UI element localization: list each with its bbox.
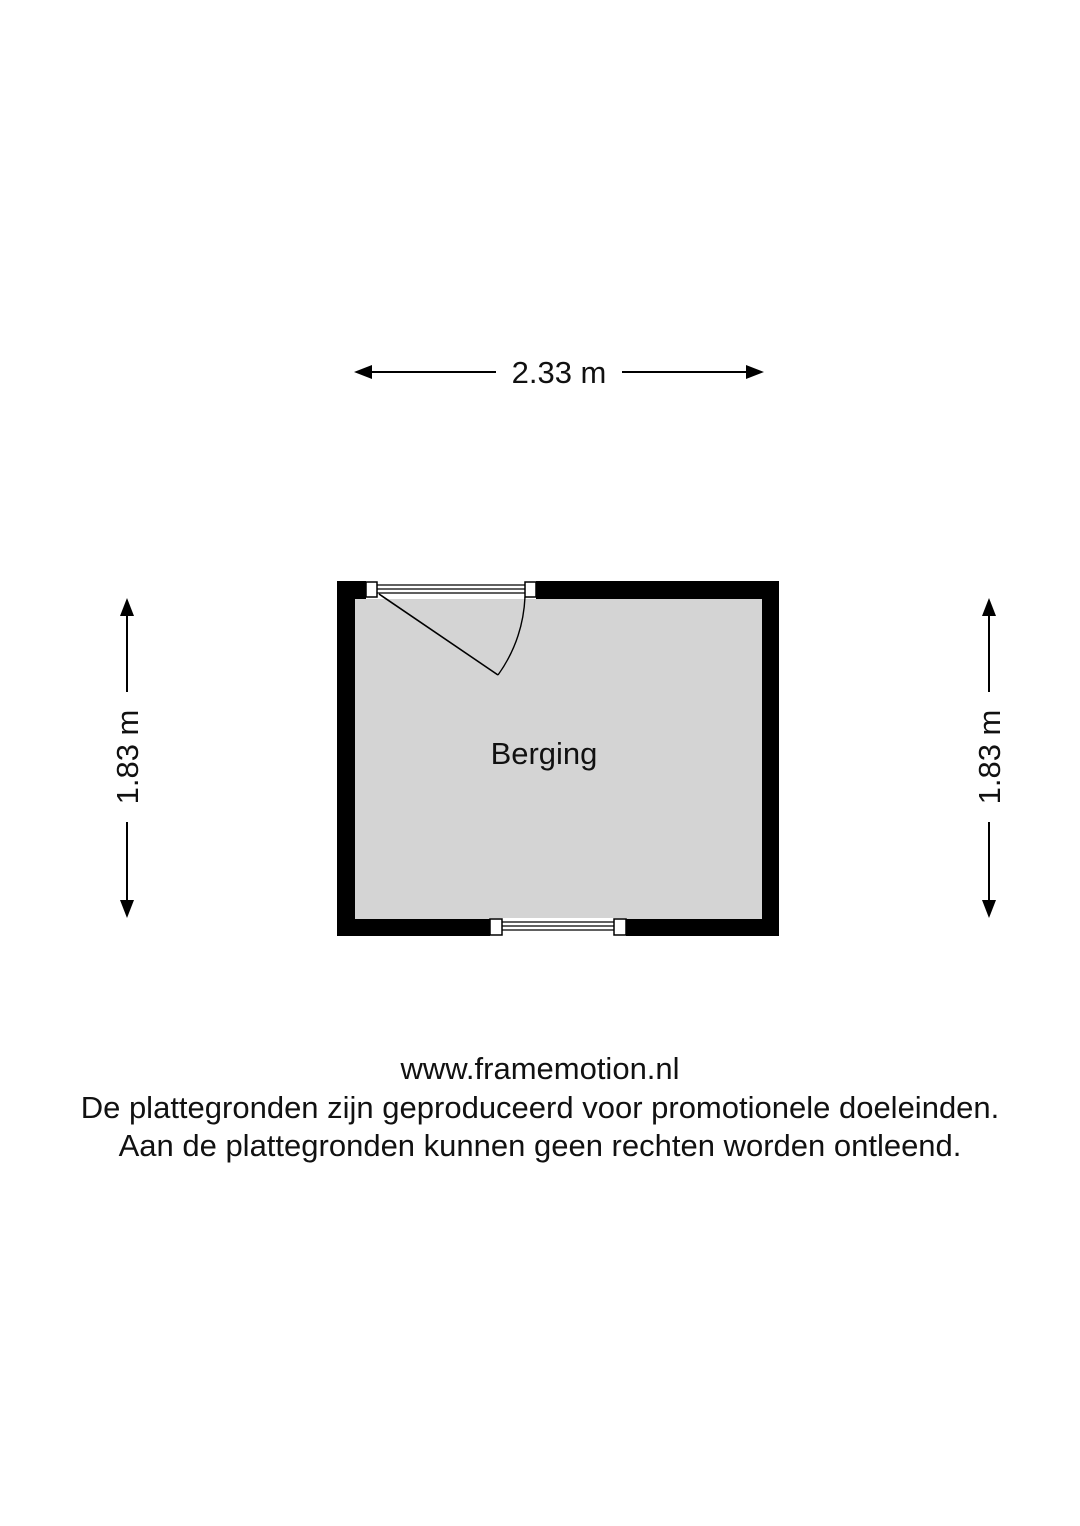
height-dimension-right	[972, 598, 1007, 918]
height-left-arrow-down-icon	[120, 900, 134, 918]
window-jamb-right	[614, 919, 626, 935]
door-jamb-left	[366, 582, 377, 597]
door-opening	[366, 581, 536, 599]
footer-disclaimer-line-2: Aan de plattegronden kunnen geen rechten worden ontleend.	[118, 1128, 962, 1163]
room-berging	[337, 581, 779, 936]
footer-disclaimer-line-1: De plattegronden zijn geproduceerd voor promotionele doeleinden.	[80, 1090, 1000, 1125]
height-left-arrow-up-icon	[120, 598, 134, 616]
width-arrow-left-icon	[354, 365, 372, 379]
room-label: Berging	[490, 736, 598, 771]
width-dimension	[354, 355, 764, 390]
height-right-arrow-up-icon	[982, 598, 996, 616]
window-opening	[490, 918, 626, 936]
window-jamb-left	[490, 919, 502, 935]
width-arrow-right-icon	[746, 365, 764, 379]
footer-url: www.framemotion.nl	[400, 1051, 680, 1086]
door-jamb-right	[525, 582, 536, 597]
width-dimension-label: 2.33 m	[511, 355, 607, 390]
height-right-arrow-down-icon	[982, 900, 996, 918]
height-left-dimension-label: 1.83 m	[110, 709, 145, 805]
height-dimension-left	[110, 598, 145, 918]
height-right-dimension-label: 1.83 m	[972, 709, 1007, 805]
